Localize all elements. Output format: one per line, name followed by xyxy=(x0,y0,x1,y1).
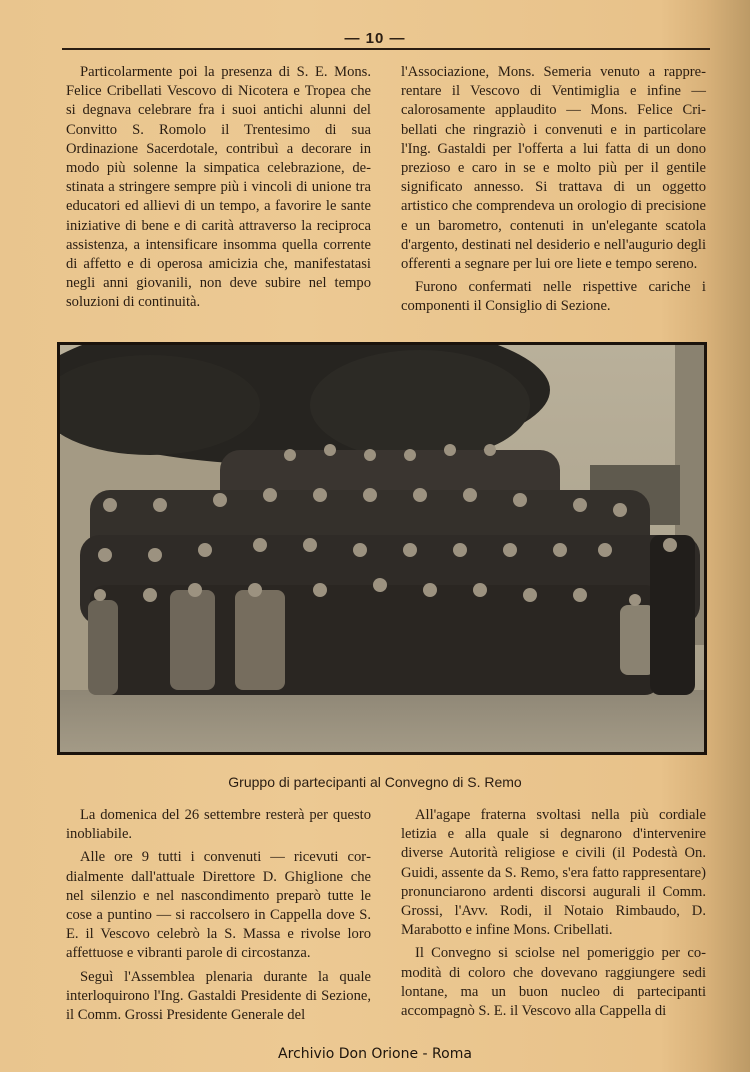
gravel-ground xyxy=(60,690,704,752)
paragraph: Il Convegno si sciolse nel pomeriggio per comodità di coloro che dovevano raggiungere sedi lontane, ma un buon nucleo di partecipanti accompagnò S. E. il Vescovo alla Cappella di xyxy=(401,945,706,1020)
paragraph: l'Associazione, Mons. Semeria venuto a rapprerentare il Vescovo di Ventimiglia e infine — calorosamente applaudito — Mons. Felice Cribellati che ringraziò i convenuti e in particolare l'Ing. Gastaldi per l'offerta a lui fatta di un dono prezioso e caro in se e molto più per il gentile significato annesso. Si trattava di un oggetto artistico che comprendeva un orologio di precisione e un barometro, contenuti in un'elegante scatola d'argento, destinati nel desiderio e nell'augurio degli offerenti a segnare per lui ore liete e tempo sereno. xyxy=(401,64,706,273)
top-right-column xyxy=(401,63,706,321)
paragraph: Seguì l'Assemblea plenaria durante la quale interloquirono l'Ing. Gastaldi Presidente di Sezione, il Comm. Grossi Presidente Generale del xyxy=(66,968,371,1024)
paragraph: Particolarmente poi la presenza di S. E. Mons. Felice Cribellati Vescovo di Nicotera e Tropea che si degnava celebrare fra i suoi antichi alunni del Convitto S. Romolo il Trentesimo di sua Ordinazione Sacerdotale, contribuì a decorare in modo più solenne la simpatica celebrazione, destinata a stringere sempre più i vincoli di unione tra educatori ed allievi di un tempo, a favorire le sante iniziative di bene e di carità attraverso la reciproca assistenza, a intensificare insomma quella corrente di affetto e di operosa amicizia che, manifestatasi negli anni giovanili, non deve subire nel tempo soluzioni di continuità. xyxy=(66,64,371,311)
paragraph: La domenica del 26 settembre resterà per questo inobliabile. xyxy=(66,807,371,843)
paragraph: Furono confermati nelle rispettive cariche i componenti il Consiglio di Sezione. xyxy=(401,279,706,315)
group-photo-image xyxy=(60,345,704,752)
paragraph: Alle ore 9 tutti i convenuti — ricevuti cordialmente dall'attuale Direttore D. Ghiglione che nel silenzio e nel nascondimento preparò tutte le cose a puntino — si raccolsero in Cappella dove S. E. il Vescovo celebrò la S. Massa e rivolse loro affettuose e vibranti parole di circostanza. xyxy=(66,849,371,962)
photo-caption: Gruppo di partecipanti al Convegno di S. Remo xyxy=(228,774,522,790)
top-left-column xyxy=(66,63,371,317)
group-photo xyxy=(57,342,707,755)
paragraph: All'agape fraterna svoltasi nella più cordiale letizia e alla quale si degnarono d'intervenire diverse Autorità religiose e civili (il Podestà On. Guidi, assente da S. Remo, s'era fatto rappresentare) pronunciarono ardenti discorsi augurali il Comm. Grossi, l'Avv. Rodi, il Notaio Rimbaudo, D. Marabotto e infine Mons. Cribellati. xyxy=(401,807,706,939)
bottom-left-column xyxy=(66,806,371,1029)
bottom-right-column xyxy=(401,806,706,1025)
page-number: — 10 — xyxy=(344,30,406,47)
archive-watermark: Archivio Don Orione - Roma xyxy=(278,1046,472,1062)
header-rule xyxy=(62,48,710,50)
